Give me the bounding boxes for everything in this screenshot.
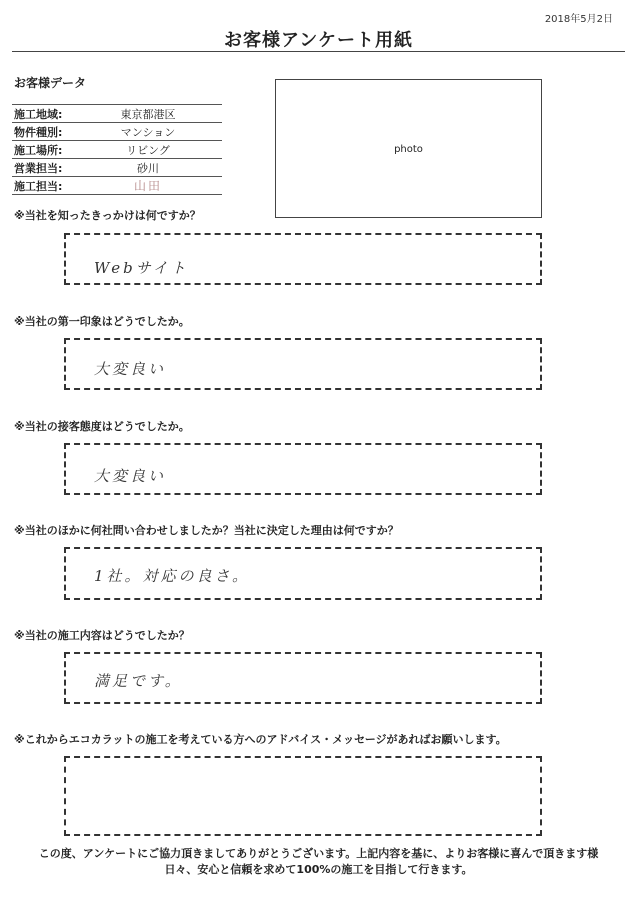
location-value: リビング <box>126 143 170 157</box>
answer-box-4 <box>64 547 542 600</box>
answer-box-6 <box>64 756 542 836</box>
answer-box-1 <box>64 233 542 285</box>
sales-rep-label: 営業担当: <box>14 161 63 175</box>
answer-3: 大変良い <box>94 467 167 485</box>
answer-5: 満足です。 <box>94 672 183 690</box>
photo-label: photo <box>394 144 423 155</box>
footer-line-2: 日々、安心と信頼を求めて100%の施工を目指して行きます。 <box>164 863 473 876</box>
installer-value: 山田 <box>133 179 162 193</box>
answer-box-2 <box>64 338 542 390</box>
question-5: ※当社の施工内容はどうでしたか？ <box>14 629 190 642</box>
answer-4: 1社。対応の良さ。 <box>94 567 250 585</box>
question-3: ※当社の接客態度はどうでしたか。 <box>14 420 190 433</box>
footer-message <box>0 846 637 878</box>
answer-1: Webサイト <box>94 259 189 277</box>
customer-row-property-type <box>12 123 222 141</box>
question-6: ※これからエコカラットの施工を考えている方へのアドバイス・メッセージがあればお願いします。 <box>14 733 507 746</box>
question-1: ※当社を知ったきっかけは何ですか？ <box>14 209 201 222</box>
photo-box <box>275 79 542 218</box>
page-title: お客様アンケート用紙 <box>224 30 413 51</box>
answer-box-5 <box>64 652 542 704</box>
area-value: 東京都港区 <box>120 107 176 121</box>
customer-row-location <box>12 141 222 159</box>
area-label: 施工地域: <box>14 107 63 121</box>
question-4: ※当社のほかに何社問い合わせしましたか？当社に決定した理由は何ですか？ <box>14 524 399 537</box>
answer-box-3 <box>64 443 542 495</box>
customer-row-sales-rep <box>12 159 222 177</box>
survey-date: 2018年5月2日 <box>544 14 613 25</box>
answer-2: 大変良い <box>94 360 167 378</box>
customer-data-heading: お客様データ <box>14 76 87 90</box>
property-type-label: 物件種別: <box>14 125 63 139</box>
customer-row-installer <box>12 177 222 195</box>
customer-data-table <box>12 104 222 195</box>
installer-label: 施工担当: <box>14 179 63 193</box>
customer-row-area <box>12 105 222 123</box>
location-label: 施工場所: <box>14 143 63 157</box>
question-2: ※当社の第一印象はどうでしたか。 <box>14 315 190 328</box>
footer-line-1: この度、アンケートにご協力頂きましてありがとうございます。上記内容を基に、よりお客様に喜んで頂きます様 <box>38 847 599 860</box>
property-type-value: マンション <box>120 125 176 139</box>
sales-rep-value: 砂川 <box>137 161 159 175</box>
title-underline <box>12 51 625 52</box>
